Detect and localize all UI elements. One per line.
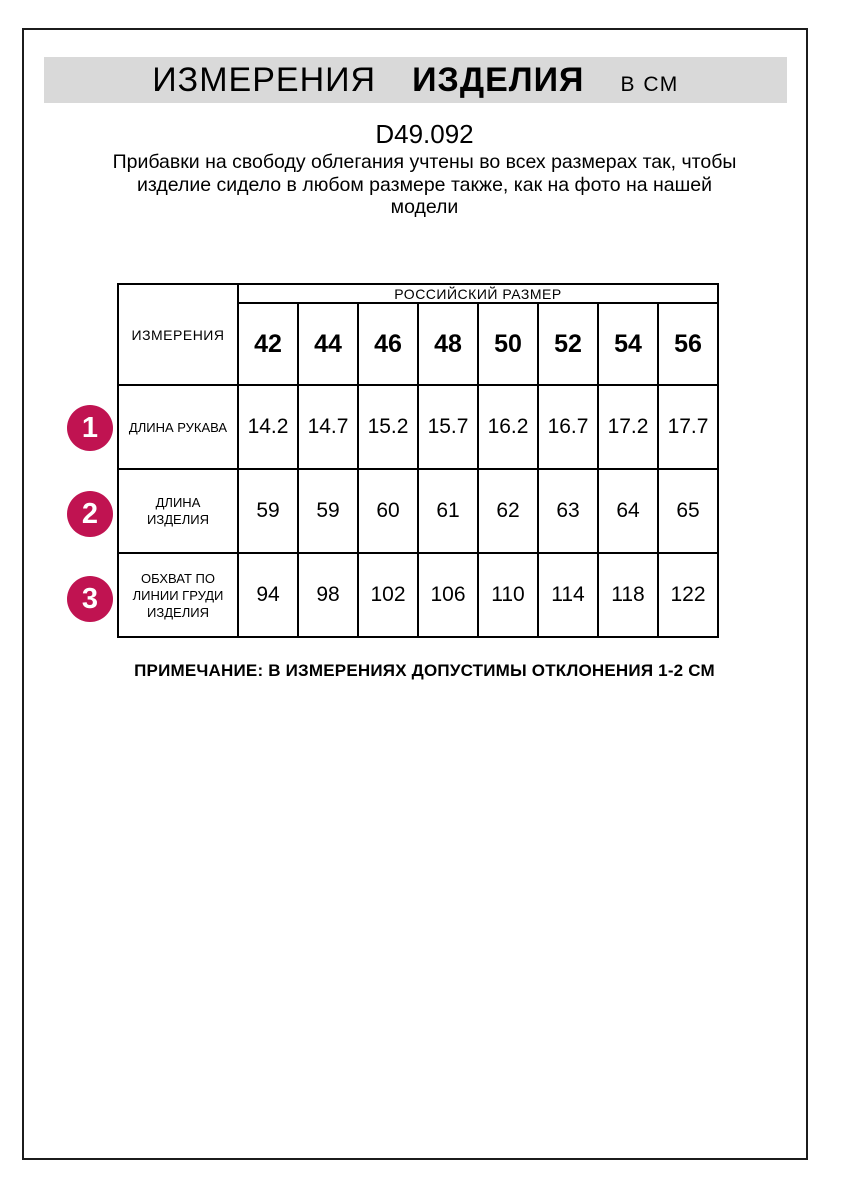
table-cell: 62: [478, 469, 538, 553]
size-table: [117, 283, 719, 638]
table-cell: 122: [658, 553, 718, 637]
table-cell: 61: [418, 469, 478, 553]
size-header: 44: [298, 303, 358, 385]
row-label-line: ИЗДЕЛИЯ: [147, 604, 209, 620]
size-header: 50: [478, 303, 538, 385]
table-cell: 106: [418, 553, 478, 637]
size-header: 56: [658, 303, 718, 385]
table-cell: 63: [538, 469, 598, 553]
row-label-line: ДЛИНА РУКАВА: [128, 419, 228, 435]
size-header: 52: [538, 303, 598, 385]
table-cell: 15.2: [358, 385, 418, 469]
table-cell: 102: [358, 553, 418, 637]
table-corner-header: ИЗМЕРЕНИЯ: [118, 284, 238, 385]
table-cell: 94: [238, 553, 298, 637]
table-cell: 65: [658, 469, 718, 553]
title-bar: [44, 57, 787, 103]
table-cell: 118: [598, 553, 658, 637]
table-row-chest-girth: [118, 553, 718, 637]
table-cell: 14.7: [298, 385, 358, 469]
table-cell: 59: [298, 469, 358, 553]
table-cell: 15.7: [418, 385, 478, 469]
row-number-badge-2: 2: [67, 491, 113, 537]
table-cell: 17.2: [598, 385, 658, 469]
row-number-badge-3: 3: [67, 576, 113, 622]
page-title-word-product: ИЗДЕЛИЯ: [412, 60, 585, 99]
size-table-area: [0, 283, 849, 643]
size-header: 46: [358, 303, 418, 385]
table-group-header-row: [118, 284, 718, 303]
table-cell: 64: [598, 469, 658, 553]
table-cell: 59: [238, 469, 298, 553]
size-header: 54: [598, 303, 658, 385]
table-row-sleeve-length: [118, 385, 718, 469]
table-cell: 14.2: [238, 385, 298, 469]
table-cell: 114: [538, 553, 598, 637]
table-cell: 16.2: [478, 385, 538, 469]
row-label-line: ЛИНИИ ГРУДИ: [132, 587, 224, 603]
row-label: [118, 469, 238, 553]
table-cell: 16.7: [538, 385, 598, 469]
table-cell: 60: [358, 469, 418, 553]
row-number-badge-1: 1: [67, 405, 113, 451]
row-label: [118, 553, 238, 637]
page-title-word-measurements: ИЗМЕРЕНИЯ: [152, 60, 377, 99]
description-line: Прибавки на свободу облегания учтены во всех размерах так, чтобы: [112, 151, 737, 173]
size-header: 48: [418, 303, 478, 385]
size-header: 42: [238, 303, 298, 385]
table-cell: 98: [298, 553, 358, 637]
row-label: [118, 385, 238, 469]
table-cell: 17.7: [658, 385, 718, 469]
description-line: изделие сидело в любом размере также, как на фото на нашей: [136, 173, 713, 196]
row-label-line: ОБХВАТ ПО: [141, 570, 215, 586]
description: [0, 151, 849, 219]
page-title-units: В СМ: [620, 73, 679, 96]
row-label-line: ИЗДЕЛИЯ: [147, 512, 209, 527]
model-code: D49.092: [375, 119, 474, 149]
row-label-line: ДЛИНА: [155, 495, 201, 510]
table-cell: 110: [478, 553, 538, 637]
note-text: ПРИМЕЧАНИЕ: В ИЗМЕРЕНИЯХ ДОПУСТИМЫ ОТКЛОНЕНИЯ 1-2 СМ: [134, 661, 715, 680]
table-group-header: РОССИЙСКИЙ РАЗМЕР: [238, 284, 718, 303]
description-line: модели: [390, 196, 459, 218]
table-row-item-length: [118, 469, 718, 553]
